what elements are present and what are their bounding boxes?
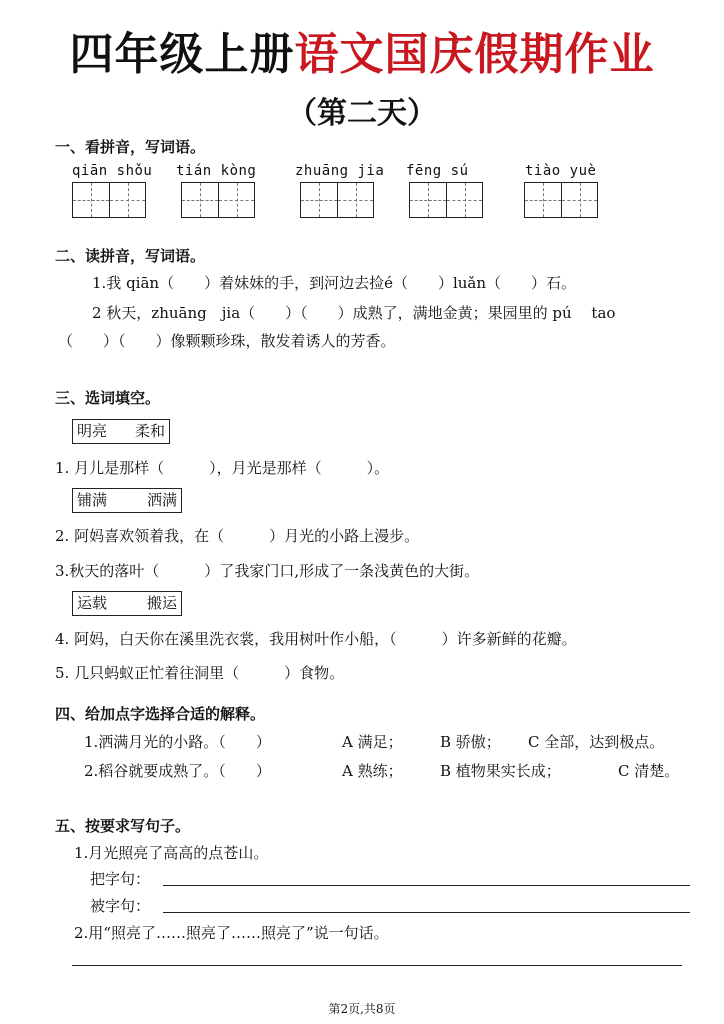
bei-sentence-answer-line[interactable]	[163, 912, 690, 913]
section-2-line-1: 1.我 qiān（ ）着妹妹的手，到河边去捡é（ ）luǎn（ ）石。	[92, 274, 577, 292]
ba-sentence-answer-line[interactable]	[163, 885, 690, 886]
section-3-question-2: 2. 阿妈喜欢领着我，在（ ）月光的小路上漫步。	[55, 527, 420, 545]
section-4-q1-option-b: B 骄傲；	[440, 733, 501, 751]
word-box-3	[72, 591, 182, 616]
grid-cell[interactable]	[301, 183, 337, 217]
writing-grid-4[interactable]	[409, 182, 483, 218]
word-option: 铺满	[77, 491, 108, 509]
word-box-1	[72, 419, 170, 444]
section-3-question-1: 1. 月儿是那样（ ），月光是那样（ ）。	[55, 459, 390, 477]
section-4-heading: 四、给加点字选择合适的解释。	[55, 705, 266, 723]
word-option: 搬运	[147, 594, 178, 612]
ba-sentence-label: 把字句：	[90, 870, 151, 888]
grid-cell[interactable]	[525, 183, 561, 217]
pinyin-2: tián kòng	[176, 163, 257, 179]
grid-cell[interactable]	[561, 183, 597, 217]
word-box-2	[72, 488, 182, 513]
question-2-answer-line[interactable]	[72, 965, 682, 966]
section-2-heading: 二、读拼音，写词语。	[55, 247, 206, 265]
section-4-q2-option-a: A 熟练；	[342, 762, 403, 780]
grid-cell[interactable]	[73, 183, 109, 217]
section-5-question-2: 2.用“照亮了……照亮了……照亮了”说一句话。	[74, 924, 389, 942]
section-4-q2-stem: 2.稻谷就要成熟了。（ ）	[84, 762, 271, 780]
writing-grid-1[interactable]	[72, 182, 146, 218]
section-3-question-4: 4. 阿妈，白天你在溪里洗衣裳，我用树叶作小船，（ ）许多新鲜的花瓣。	[55, 630, 577, 648]
writing-grid-5[interactable]	[524, 182, 598, 218]
page-subtitle: （第二天）	[287, 96, 437, 131]
pinyin-1: qiān shǒu	[72, 163, 153, 179]
grid-cell[interactable]	[446, 183, 482, 217]
section-2-line-2: 2 秋天，zhuāng jia（ ）（ ）成熟了，满地金黄；果园里的 pú tao	[92, 304, 616, 322]
grid-cell[interactable]	[337, 183, 373, 217]
section-5-question-1: 1.月光照亮了高高的点苍山。	[74, 844, 269, 862]
writing-grid-3[interactable]	[300, 182, 374, 218]
page-title	[0, 18, 724, 82]
word-option: 明亮	[77, 422, 108, 440]
title-subject: 语文国庆假期作业	[294, 29, 655, 80]
pinyin-3: zhuāng jia	[295, 163, 385, 179]
page-number: 第2页,共8页	[328, 1002, 396, 1016]
grid-cell[interactable]	[182, 183, 218, 217]
bei-sentence-label: 被字句：	[90, 897, 151, 915]
pinyin-5: tiào yuè	[525, 163, 597, 179]
section-4-q1-option-a: A 满足；	[342, 733, 403, 751]
word-option: 运载	[77, 594, 108, 612]
section-3-question-5: 5. 几只蚂蚁正忙着往洞里（ ）食物。	[55, 664, 345, 682]
title-grade: 四年级上册	[69, 29, 295, 80]
word-option: 柔和	[135, 422, 166, 440]
section-4-q2-option-b: B 植物果实长成；	[440, 762, 561, 780]
section-2-line-3: （ ）（ ）像颗颗珍珠，散发着诱人的芳香。	[58, 332, 396, 350]
word-option: 洒满	[147, 491, 178, 509]
pinyin-4: fēng sú	[406, 163, 469, 179]
writing-grid-2[interactable]	[181, 182, 255, 218]
grid-cell[interactable]	[410, 183, 446, 217]
section-5-heading: 五、按要求写句子。	[55, 817, 191, 835]
section-4-q2-option-c: C 清楚。	[618, 762, 680, 780]
section-1-heading: 一、看拼音，写词语。	[55, 138, 206, 156]
section-3-question-3: 3.秋天的落叶（ ）了我家门口,形成了一条浅黄色的大街。	[55, 562, 480, 580]
section-4-q1-stem: 1.洒满月光的小路。（ ）	[84, 733, 271, 751]
grid-cell[interactable]	[109, 183, 145, 217]
section-3-heading: 三、选词填空。	[55, 389, 161, 407]
section-4-q1-option-c: C 全部，达到极点。	[528, 733, 665, 751]
grid-cell[interactable]	[218, 183, 254, 217]
